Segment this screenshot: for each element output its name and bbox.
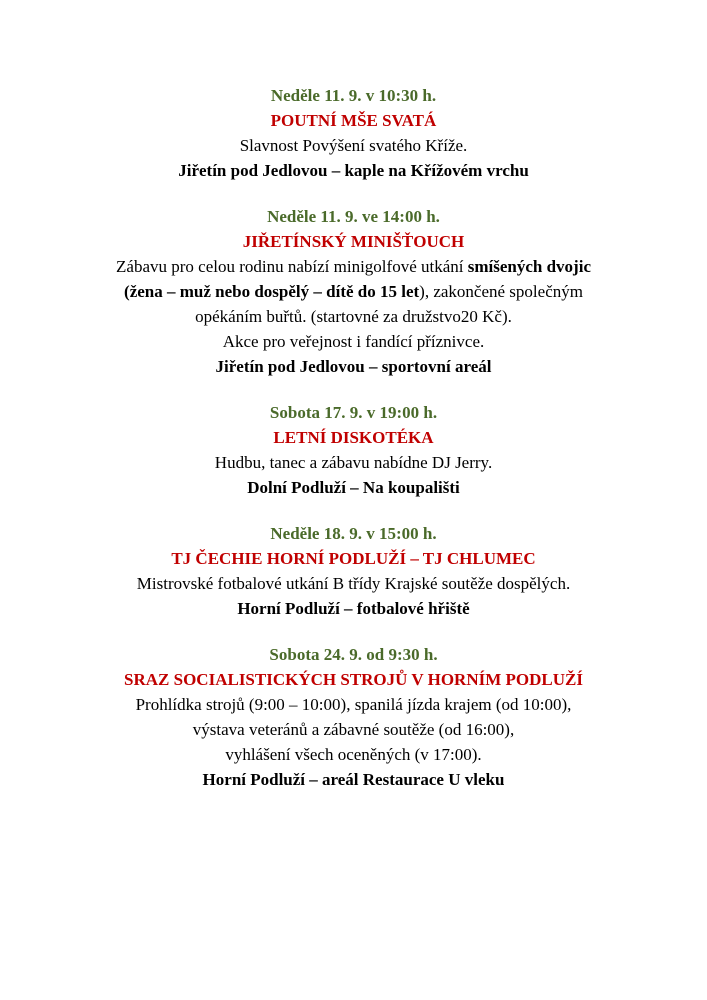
event-description-line: výstava veteránů a zábavné soutěže (od 16:00), [192, 720, 515, 739]
event-date: Neděle 18. 9. v 15:00 h. [270, 524, 437, 543]
event-description: Slavnost Povýšení svatého Kříže. [239, 136, 468, 155]
event-place: Dolní Podluží – Na koupališti [247, 478, 460, 497]
event-2 [34, 204, 674, 379]
event-date: Sobota 17. 9. v 19:00 h. [269, 403, 438, 422]
event-title: POUTNÍ MŠE SVATÁ [270, 111, 437, 130]
event-date: Neděle 11. 9. v 10:30 h. [270, 86, 437, 105]
event-title: LETNÍ DISKOTÉKA [273, 428, 434, 447]
event-description-line: Akce pro veřejnost i fandící příznivce. [222, 332, 485, 351]
event-4 [34, 521, 674, 621]
event-description-line [34, 254, 674, 279]
event-5 [34, 642, 674, 792]
event-title: JIŘETÍNSKÝ MINIŠŤOUCH [242, 232, 465, 251]
event-3 [34, 400, 674, 500]
event-description-line: vyhlášení všech oceněných (v 17:00). [225, 745, 482, 764]
event-date: Neděle 11. 9. ve 14:00 h. [267, 207, 440, 226]
event-description: Mistrovské fotbalové utkání B třídy Krajské soutěže dospělých. [136, 574, 571, 593]
event-description-line: Prohlídka strojů (9:00 – 10:00), spanilá jízda krajem (od 10:00), [135, 695, 572, 714]
description-text: ), zakončené společným [419, 282, 583, 301]
event-title: TJ ČECHIE HORNÍ PODLUŽÍ – TJ CHLUMEC [171, 549, 536, 568]
event-place: Jiřetín pod Jedlovou – sportovní areál [215, 357, 492, 376]
event-description: Hudbu, tanec a zábavu nabídne DJ Jerry. [214, 453, 493, 472]
event-description-line [34, 279, 674, 304]
event-place: Horní Podluží – fotbalové hřiště [237, 599, 470, 618]
event-title: SRAZ SOCIALISTICKÝCH STROJŮ V HORNÍM PODLUŽÍ [124, 670, 583, 689]
description-emphasis: (žena – muž nebo dospělý – dítě do 15 let [124, 282, 420, 301]
event-1 [34, 83, 674, 183]
description-text: Zábavu pro celou rodinu nabízí minigolfové utkání [116, 257, 468, 276]
event-date: Sobota 24. 9. od 9:30 h. [269, 645, 438, 664]
event-place: Jiřetín pod Jedlovou – kaple na Křížovém vrchu [178, 161, 529, 180]
description-emphasis: smíšených dvojic [467, 257, 591, 276]
event-description-line: opékáním buřtů. (startovné za družstvo20 Kč). [195, 307, 512, 326]
event-place: Horní Podluží – areál Restaurace U vleku [202, 770, 505, 789]
